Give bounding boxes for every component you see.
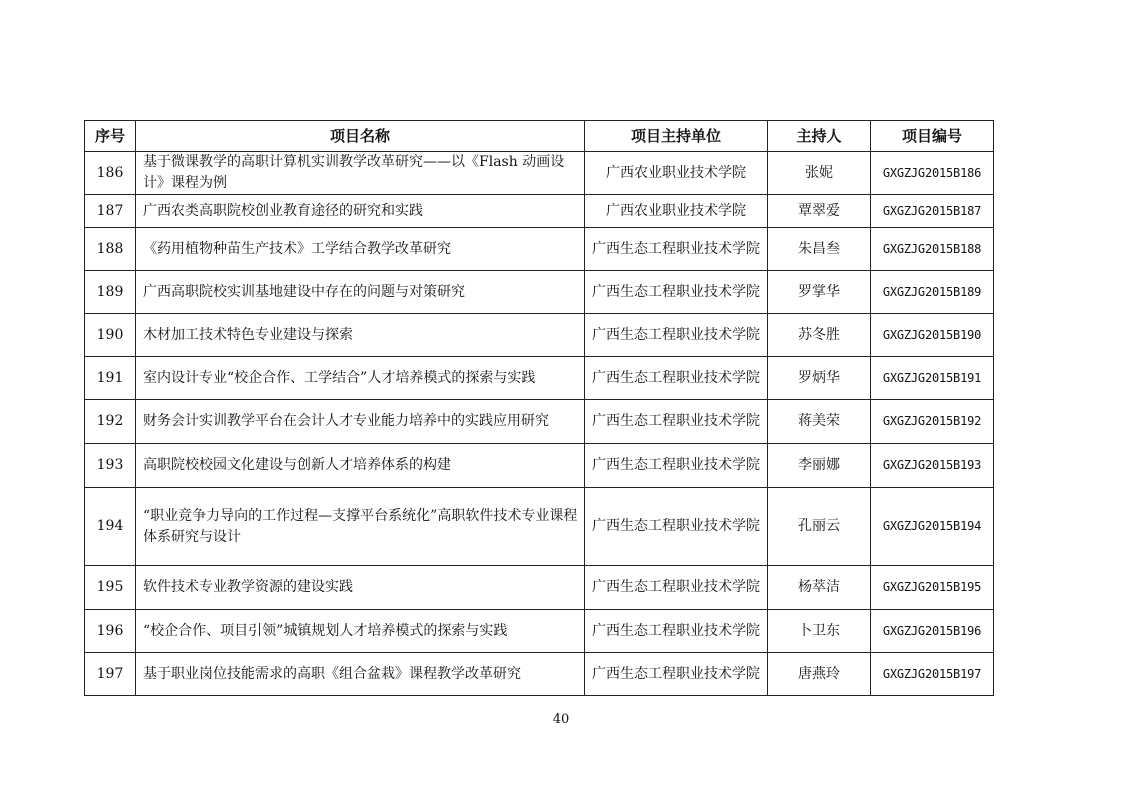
table-row	[85, 400, 994, 444]
row-num: 190	[85, 314, 136, 357]
header-num: 序号	[85, 121, 136, 152]
row-name: 软件技术专业教学资源的建设实践	[136, 566, 585, 610]
header-name: 项目名称	[136, 121, 585, 152]
row-name: 广西高职院校实训基地建设中存在的问题与对策研究	[136, 271, 585, 314]
header-unit: 项目主持单位	[585, 121, 768, 152]
row-host: 唐燕玲	[768, 653, 871, 696]
row-host: 朱昌叁	[768, 228, 871, 271]
row-unit: 广西生态工程职业技术学院	[585, 566, 768, 610]
row-num: 196	[85, 610, 136, 653]
table-row	[85, 566, 994, 610]
table-row	[85, 653, 994, 696]
row-num: 189	[85, 271, 136, 314]
row-code: GXGZJG2015B186	[871, 152, 994, 195]
table-row	[85, 195, 994, 228]
row-num: 186	[85, 152, 136, 195]
table-row	[85, 488, 994, 566]
row-host: 卜卫东	[768, 610, 871, 653]
row-num: 192	[85, 400, 136, 444]
row-code: GXGZJG2015B188	[871, 228, 994, 271]
row-code: GXGZJG2015B190	[871, 314, 994, 357]
row-unit: 广西生态工程职业技术学院	[585, 228, 768, 271]
row-unit: 广西生态工程职业技术学院	[585, 400, 768, 444]
table-header-row	[85, 121, 994, 152]
row-num: 191	[85, 357, 136, 400]
row-host: 罗掌华	[768, 271, 871, 314]
row-host: 苏冬胜	[768, 314, 871, 357]
row-host: 张妮	[768, 152, 871, 195]
row-code: GXGZJG2015B195	[871, 566, 994, 610]
row-name: “校企合作、项目引领”城镇规划人才培养模式的探索与实践	[136, 610, 585, 653]
row-code: GXGZJG2015B189	[871, 271, 994, 314]
row-num: 194	[85, 488, 136, 566]
row-host: 李丽娜	[768, 444, 871, 488]
row-host: 罗炳华	[768, 357, 871, 400]
row-num: 197	[85, 653, 136, 696]
table-row	[85, 314, 994, 357]
row-name: “职业竞争力导向的工作过程—支撑平台系统化”高职软件技术专业课程体系研究与设计	[136, 488, 585, 566]
table-row	[85, 610, 994, 653]
row-host: 蒋美荣	[768, 400, 871, 444]
row-name: 基于职业岗位技能需求的高职《组合盆栽》课程教学改革研究	[136, 653, 585, 696]
row-code: GXGZJG2015B194	[871, 488, 994, 566]
row-code: GXGZJG2015B192	[871, 400, 994, 444]
row-code: GXGZJG2015B196	[871, 610, 994, 653]
header-host: 主持人	[768, 121, 871, 152]
row-code: GXGZJG2015B187	[871, 195, 994, 228]
row-name: 广西农类高职院校创业教育途径的研究和实践	[136, 195, 585, 228]
row-name: 高职院校校园文化建设与创新人才培养体系的构建	[136, 444, 585, 488]
table-row	[85, 271, 994, 314]
row-unit: 广西农业职业技术学院	[585, 152, 768, 195]
row-unit: 广西生态工程职业技术学院	[585, 610, 768, 653]
row-host: 孔丽云	[768, 488, 871, 566]
row-num: 193	[85, 444, 136, 488]
row-num: 187	[85, 195, 136, 228]
row-name: 室内设计专业“校企合作、工学结合”人才培养模式的探索与实践	[136, 357, 585, 400]
row-code: GXGZJG2015B191	[871, 357, 994, 400]
row-unit: 广西生态工程职业技术学院	[585, 488, 768, 566]
row-unit: 广西农业职业技术学院	[585, 195, 768, 228]
row-name: 《药用植物种苗生产技术》工学结合教学改革研究	[136, 228, 585, 271]
table-row	[85, 357, 994, 400]
row-host: 杨萃洁	[768, 566, 871, 610]
row-unit: 广西生态工程职业技术学院	[585, 444, 768, 488]
row-code: GXGZJG2015B193	[871, 444, 994, 488]
row-unit: 广西生态工程职业技术学院	[585, 357, 768, 400]
project-table	[84, 120, 994, 696]
row-name: 财务会计实训教学平台在会计人才专业能力培养中的实践应用研究	[136, 400, 585, 444]
row-name: 木材加工技术特色专业建设与探索	[136, 314, 585, 357]
row-name: 基于微课教学的高职计算机实训教学改革研究——以《Flash 动画设计》课程为例	[136, 152, 585, 195]
table-row	[85, 152, 994, 195]
row-unit: 广西生态工程职业技术学院	[585, 314, 768, 357]
row-num: 188	[85, 228, 136, 271]
row-code: GXGZJG2015B197	[871, 653, 994, 696]
row-host: 覃翠爱	[768, 195, 871, 228]
header-code: 项目编号	[871, 121, 994, 152]
table-row	[85, 444, 994, 488]
page-number: 40	[552, 712, 570, 727]
row-num: 195	[85, 566, 136, 610]
table-row	[85, 228, 994, 271]
row-unit: 广西生态工程职业技术学院	[585, 271, 768, 314]
row-unit: 广西生态工程职业技术学院	[585, 653, 768, 696]
